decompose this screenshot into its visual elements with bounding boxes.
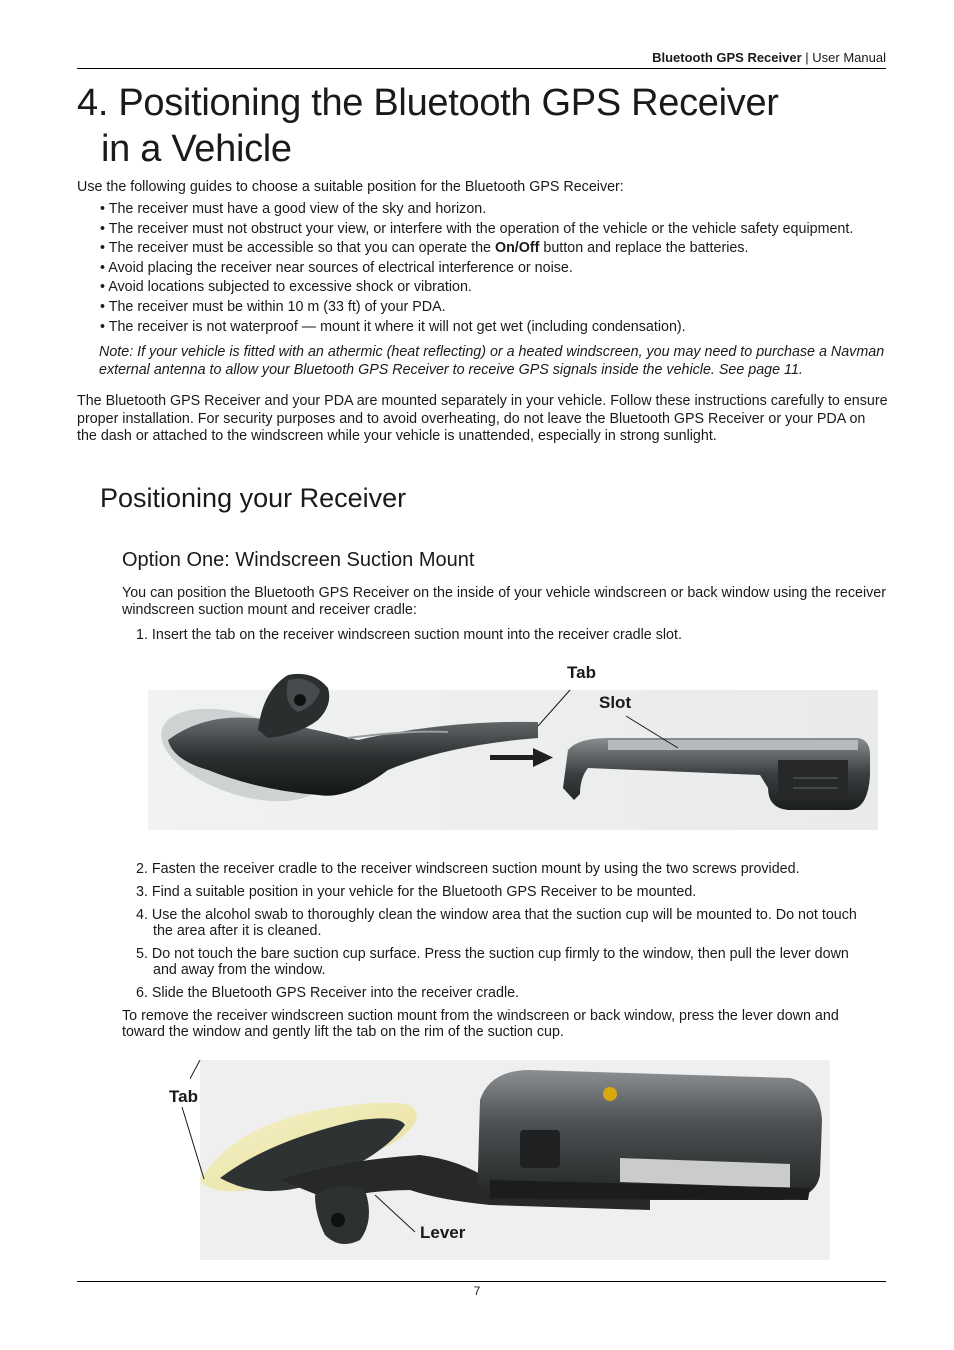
label-tab: Tab (567, 663, 596, 682)
list-item (100, 239, 853, 259)
list-item: • The receiver must be within 10 m (33 ft) of your PDA. (100, 298, 446, 315)
figure-mount-and-cradle (148, 660, 878, 830)
intro-text: Use the following guides to choose a suitable position for the Bluetooth GPS Receiver: (77, 179, 624, 195)
page-number: 7 (473, 1284, 481, 1298)
on-off-button-name: On/Off (494, 240, 540, 257)
removal-instructions: To remove the receiver windscreen suction mount from the windscreen or back window, press the lever down and toward the window and gently lift the tab on the rim of the suction cup. (122, 1008, 839, 1040)
list-item-text: • The receiver must be accessible so that you can operate the (100, 240, 495, 257)
step-1: 1. Insert the tab on the receiver windscreen suction mount into the receiver cradle slot. (136, 627, 682, 643)
running-header (652, 50, 886, 65)
section-heading: Positioning your Receiver (100, 483, 407, 513)
guide-list (100, 200, 853, 337)
header-doc: User Manual (812, 50, 886, 65)
step-list (136, 861, 876, 1001)
header-separator: | (805, 50, 809, 65)
header-rule (77, 68, 886, 69)
header-product: Bluetooth GPS Receiver (652, 50, 802, 65)
tab-leader-line (190, 1060, 200, 1090)
figure-mounted-receiver (190, 1060, 830, 1260)
list-item: 2. Fasten the receiver cradle to the receiver windscreen suction mount by using the two screws provided. (136, 861, 800, 877)
status-light-icon (603, 1087, 617, 1101)
list-item: • The receiver is not waterproof — mount it where it will not get wet (including condensation). (100, 318, 686, 335)
list-item: 4. Use the alcohol swab to thoroughly clean the window area that the suction cup will be mounted to. Do not touch the area after it is cleaned. (136, 907, 857, 939)
list-item: • The receiver must not obstruct your view, or interfere with the operation of the vehicle or the vehicle safety equipment. (100, 220, 854, 237)
footer-rule (77, 1281, 886, 1282)
option-intro: You can position the Bluetooth GPS Receiver on the inside of your vehicle windscreen or back window using the receiver windscreen suction mount and receiver cradle: (122, 585, 886, 618)
list-item: • The receiver must have a good view of the sky and horizon. (100, 201, 487, 217)
list-item: • Avoid locations subjected to excessive shock or vibration. (100, 279, 472, 296)
list-item: • Avoid placing the receiver near sources of electrical interference or noise. (100, 259, 573, 276)
gps-receiver-drawing (478, 1070, 823, 1200)
body-paragraph: The Bluetooth GPS Receiver and your PDA are mounted separately in your vehicle. Follow these instructions carefully to ensure proper installation. For security purposes and to avoid overheating, do not leave the Bluetooth GPS Receiver or your PDA on the dash or attached to the windscreen while your vehicle is unattended, especially in strong sunlight. (77, 393, 888, 444)
page-title (77, 80, 779, 172)
label-tab: Tab (169, 1087, 198, 1106)
list-item: 6. Slide the Bluetooth GPS Receiver into the receiver cradle. (136, 985, 520, 1001)
subsection-heading: Option One: Windscreen Suction Mount (122, 549, 475, 571)
title-line-2: in a Vehicle (101, 128, 292, 170)
list-item: 5. Do not touch the bare suction cup surface. Press the suction cup firmly to the window, then pull the lever down and away from the window. (136, 946, 849, 978)
label-slot: Slot (599, 693, 632, 712)
list-item-text: button and replace the batteries. (539, 240, 749, 257)
list-item: 3. Find a suitable position in your vehicle for the Bluetooth GPS Receiver to be mounted. (136, 884, 697, 900)
tab-pointer (180, 1105, 210, 1185)
label-lever: Lever (420, 1223, 466, 1242)
title-line-1: 4. Positioning the Bluetooth GPS Receiver (77, 82, 779, 124)
note: Note: If your vehicle is fitted with an athermic (heat reflecting) or a heated windscreen, you may need to purchase a Navman external antenna to allow your Bluetooth GPS Receiver to receive GPS signals inside the vehicle. See page 11. (99, 344, 885, 378)
